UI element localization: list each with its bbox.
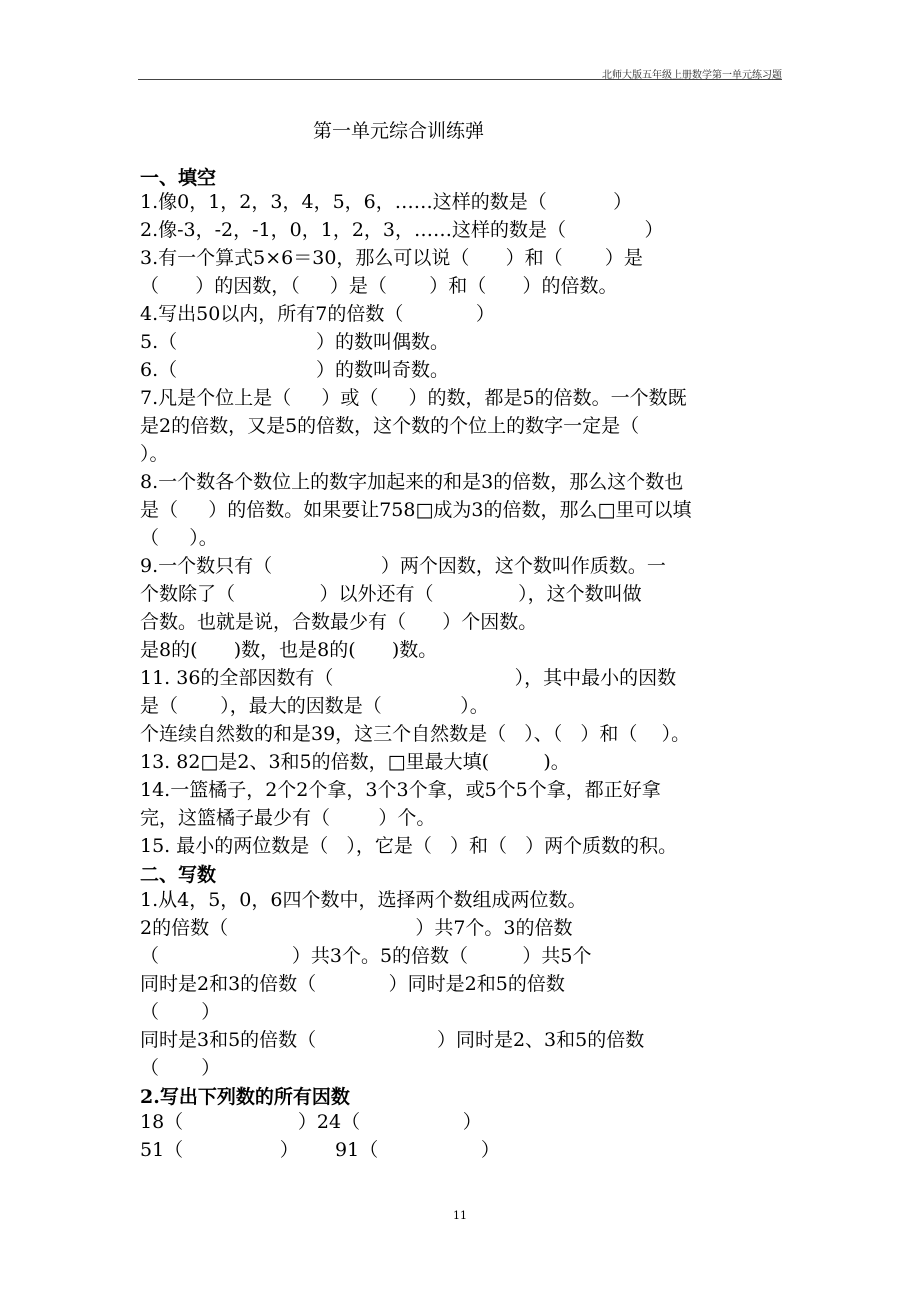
question-line: 2的倍数（ ）共7个。3的倍数	[140, 917, 573, 939]
question-line: 1.像0，1，2，3，4，5，6，……这样的数是（ ）	[140, 191, 633, 213]
question-line: 是（ ）的倍数。如果要让758□成为3的倍数，那么□里可以填	[140, 499, 692, 521]
header-rule	[138, 79, 782, 80]
question-line: 是8的( )数，也是8的( )数。	[140, 639, 438, 661]
question-line: 6.（ ）的数叫奇数。	[140, 359, 450, 381]
question-line: 3.有一个算式5×6＝30，那么可以说（ ）和（ ）是	[140, 247, 643, 269]
question-line: （ ）共3个。5的倍数（ ）共5个	[140, 945, 592, 967]
question-line: 是（ ），最大的因数是（ ）。	[140, 695, 489, 717]
question-line: 1.从4，5，0，6四个数中，选择两个数组成两位数。	[140, 889, 587, 911]
page-number: 11	[453, 1209, 467, 1222]
question-line: 个数除了（ ）以外还有（ ），这个数叫做	[140, 583, 642, 605]
question-line: 51（ ） 91（ ）	[140, 1139, 500, 1161]
question-line: 同时是3和5的倍数（ ）同时是2、3和5的倍数	[140, 1029, 645, 1051]
section-heading-fill-blank: 一、填空	[140, 167, 217, 189]
question-line: （ ）。	[140, 527, 218, 549]
question-line: 2.像-3，-2，-1，0，1，2，3，……这样的数是（ ）	[140, 219, 664, 241]
question-line: 11. 36的全部因数有（ ），其中最小的因数	[140, 667, 677, 689]
question-line: 8.一个数各个数位上的数字加起来的和是3的倍数，那么这个数也	[140, 471, 684, 493]
question-line: 同时是2和3的倍数（ ）同时是2和5的倍数	[140, 973, 565, 995]
section-heading-write-numbers: 二、写数	[140, 864, 217, 886]
question-line: 完，这篮橘子最少有（ ）个。	[140, 807, 436, 829]
question-line: 个连续自然数的和是39，这三个自然数是（ ）、（ ）和（ ）。	[140, 723, 691, 745]
document-title: 第一单元综合训练弹	[313, 120, 485, 142]
question-line: （ ）	[140, 1057, 221, 1079]
question-line: 18（ ）24（ ）	[140, 1111, 482, 1133]
question-line: （ ）	[140, 1001, 221, 1023]
question-line: 5.（ ）的数叫偶数。	[140, 331, 450, 353]
running-header: 北师大版五年级上册数学第一单元练习题	[602, 70, 782, 81]
question-line: 7.凡是个位上是（ ）或（ ）的数，都是5的倍数。一个数既	[140, 387, 687, 409]
question-line: ）。	[140, 443, 169, 465]
question-line: 是2的倍数，又是5的倍数，这个数的个位上的数字一定是（	[140, 415, 640, 437]
question-line: 13. 82□是2、3和5的倍数，□里最大填( )。	[140, 751, 570, 773]
question-line: 4.写出50以内，所有7的倍数（ ）	[140, 303, 495, 325]
question-line: 9.一个数只有（ ）两个因数，这个数叫作质数。一	[140, 555, 666, 577]
question-line: 14.一篮橘子，2个2个拿，3个3个拿，或5个5个拿，都正好拿	[140, 779, 661, 801]
question-line: 15. 最小的两位数是（ ），它是（ ）和（ ）两个质数的积。	[140, 835, 678, 857]
question-line: （ ）的因数，（ ）是（ ）和（ ）的倍数。	[140, 275, 618, 297]
section-heading-factors: 2.写出下列数的所有因数	[140, 1086, 350, 1108]
question-line: 合数。也就是说，合数最少有（ ）个因数。	[140, 611, 538, 633]
